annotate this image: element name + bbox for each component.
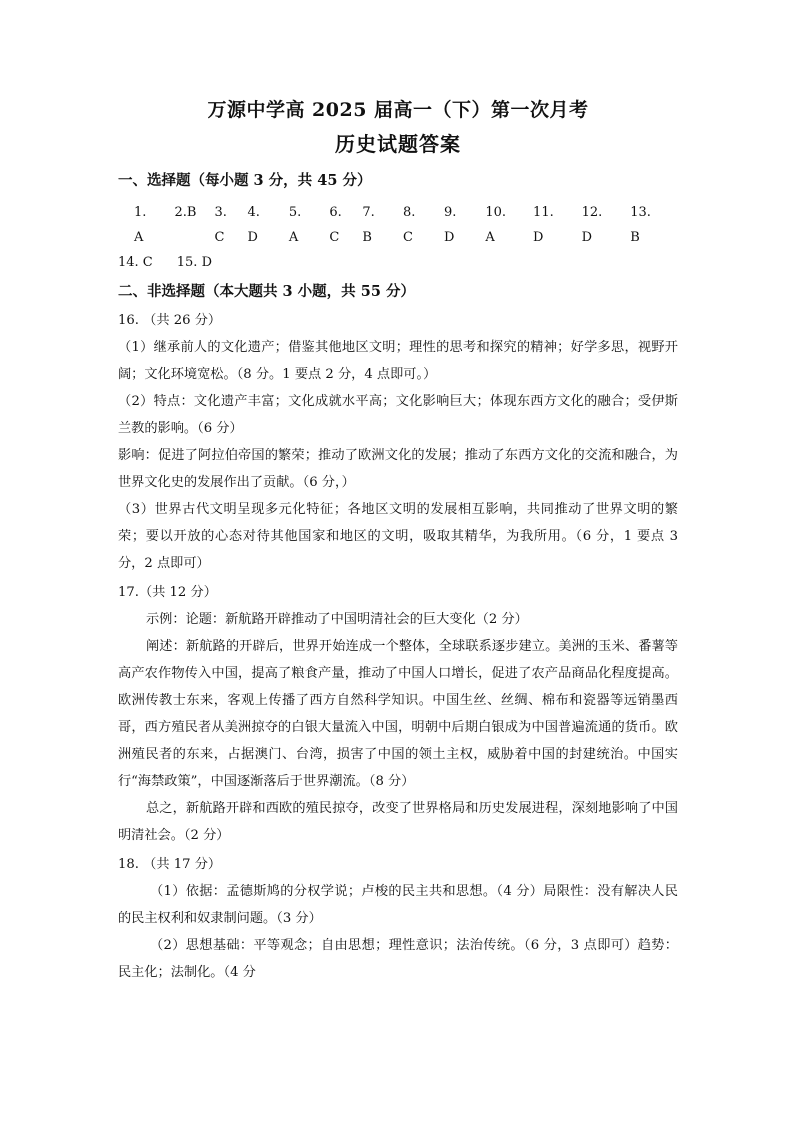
answer-item: 1. A	[134, 205, 147, 245]
multiple-choice-answers	[118, 200, 678, 275]
question-18-part1: （1）依据：孟德斯鸠的分权学说；卢梭的民主共和思想。（4 分）局限性：没有解决人民的民主权利和奴隶制问题。（3 分）	[118, 884, 678, 926]
answer-item: 13. B	[630, 205, 651, 245]
answer-item: 4. D	[247, 205, 260, 245]
answer-item: 5. A	[288, 205, 302, 245]
question-18-part2: （2）思想基础：平等观念；自由思想；理性意识；法治传统。（6 分，3 点即可）趋势：民主化；法制化。（4 分	[118, 938, 678, 980]
answer-item: 12. D	[581, 205, 603, 245]
answer-item: 7. B	[362, 205, 375, 245]
question-16-heading: 16. （共 26 分）	[118, 313, 222, 328]
answer-item: 9. D	[443, 205, 457, 245]
answer-item: 3. C	[214, 205, 227, 245]
answer-item: 10. A	[485, 205, 507, 245]
question-16-part2: （2）特点：文化遗产丰富；文化成就水平高；文化影响巨大；体现东西方文化的融合；受伊斯兰教的影响。（6 分）	[118, 394, 678, 436]
exam-title: 万源中学高 2025 届高一（下）第一次月考	[207, 99, 589, 121]
question-17-conclusion: 总之，新航路开辟和西欧的殖民掠夺，改变了世界格局和历史发展进程，深刻地影响了中国明清社会。（2 分）	[118, 801, 678, 843]
question-17-thesis: 示例：论题：新航路开辟推动了中国明清社会的巨大变化（2 分）	[146, 612, 528, 627]
question-17-argument: 阐述：新航路的开辟后，世界开始连成一个整体，全球联系逐步建立。美洲的玉米、番薯等高产农作物传入中国，提高了粮食产量，推动了中国人口增长，促进了农产品商品化程度提高。欧洲传教士东来，客观上传播了西方自然科学知识。中国生丝、丝绸、棉布和瓷器等远销墨西哥，西方殖民者从美洲掠夺的白银大量流入中国，明朝中后期白银成为中国普遍流通的货币。欧洲殖民者的东来，占据澳门、台湾，损害了中国的领土主权，威胁着中国的封建统治。中国实行“海禁政策”，中国逐渐落后于世界潮流。（8 分）	[118, 639, 678, 789]
answer-item: 11. D	[533, 205, 554, 245]
answer-item: 14. C	[118, 255, 153, 270]
answers-row-2	[118, 250, 678, 275]
answer-item: 2.B	[174, 205, 197, 220]
answer-key-title: 历史试题答案	[335, 132, 461, 156]
question-16-influence: 影响：促进了阿拉伯帝国的繁荣；推动了欧洲文化的发展；推动了东西方文化的交流和融合，为世界文化史的发展作出了贡献。（6 分，）	[118, 448, 678, 490]
answer-item: 8. C	[402, 205, 416, 245]
question-16-part1: （1）继承前人的文化遗产；借鉴其他地区文明；理性的思考和探究的精神；好学多思，视野开阔；文化环境宽松。（8 分。1 要点 2 分，4 点即可。）	[118, 340, 678, 382]
answer-item: 15. D	[176, 255, 212, 270]
question-16-part3: （3）世界古代文明呈现多元化特征；各地区文明的发展相互影响，共同推动了世界文明的繁荣；要以开放的心态对待其他国家和地区的文明，吸取其精华，为我所用。（6 分，1 要点 3 分，2 点即可）	[118, 502, 678, 571]
question-18-heading: 18. （共 17 分）	[118, 857, 222, 872]
answers-row-1	[118, 200, 678, 250]
section1-heading: 一、选择题（每小题 3 分，共 45 分）	[118, 172, 372, 189]
section2-heading: 二、非选择题（本大题共 3 小题，共 55 分）	[118, 283, 415, 300]
answer-item: 6. C	[329, 205, 342, 245]
question-17-heading: 17.（共 12 分）	[118, 585, 217, 600]
document-content	[118, 96, 678, 986]
